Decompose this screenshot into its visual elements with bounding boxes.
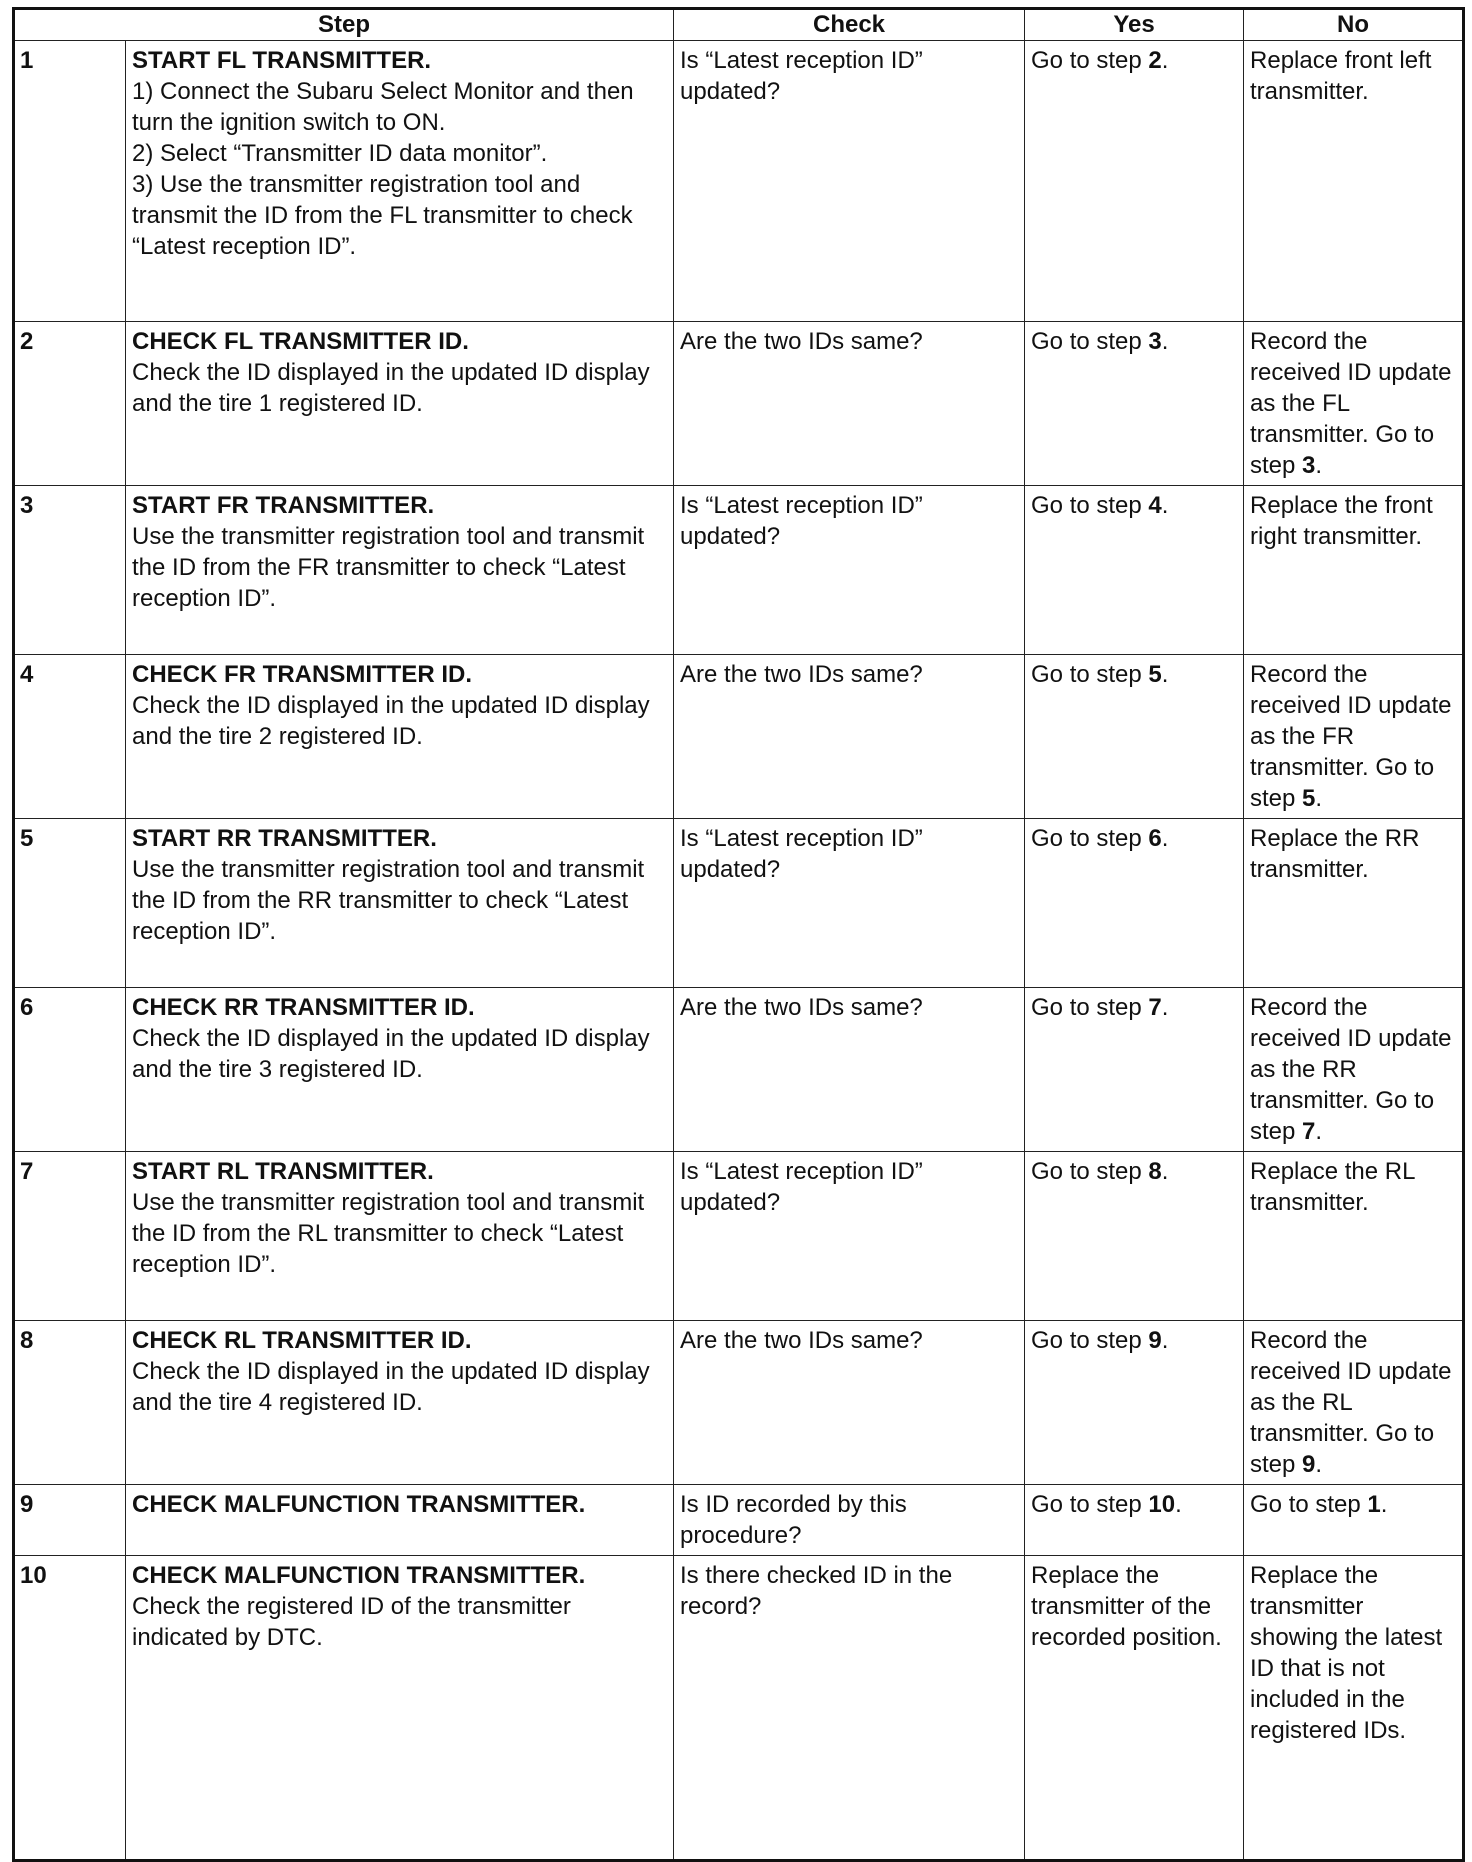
step-body: Check the ID displayed in the updated ID display and the tire 2 registered ID. [132, 692, 650, 750]
table-row [14, 988, 1464, 1152]
check-cell: Is there checked ID in the record? [674, 1556, 1025, 1861]
yes-text: Go to step [1031, 492, 1149, 519]
step-title: CHECK FL TRANSMITTER ID. [132, 328, 469, 355]
yes-cell [1025, 322, 1244, 486]
no-cell [1244, 1321, 1464, 1485]
yes-after: . [1175, 1491, 1182, 1518]
no-step-ref: 1 [1367, 1491, 1381, 1518]
step-substeps [132, 76, 667, 262]
yes-after: . [1161, 825, 1169, 852]
table-row [14, 322, 1464, 486]
yes-cell [1025, 819, 1244, 988]
yes-after: . [1161, 328, 1169, 355]
check-cell: Is “Latest reception ID” updated? [674, 819, 1025, 988]
step-description [126, 486, 674, 655]
yes-cell [1025, 655, 1244, 819]
table-row [14, 1321, 1464, 1485]
yes-text: Go to step [1031, 47, 1149, 74]
step-description [126, 988, 674, 1152]
yes-step-ref: 7 [1148, 994, 1162, 1021]
step-title: START RR TRANSMITTER. [132, 825, 437, 852]
yes-text: Go to step [1031, 1158, 1149, 1185]
yes-cell [1025, 1556, 1244, 1861]
header-check: Check [674, 9, 1025, 41]
no-cell [1244, 322, 1464, 486]
step-number: 1 [14, 41, 126, 322]
step-title: CHECK MALFUNCTION TRANSMITTER. [132, 1491, 586, 1518]
yes-text: Replace the transmitter of the recorded position. [1031, 1562, 1222, 1651]
step-description [126, 41, 674, 322]
yes-cell [1025, 486, 1244, 655]
yes-text: Go to step [1031, 825, 1149, 852]
yes-step-ref: 10 [1148, 1491, 1176, 1518]
step-description [126, 1556, 674, 1861]
yes-after: . [1161, 994, 1169, 1021]
no-cell [1244, 1485, 1464, 1556]
no-after: . [1380, 1491, 1388, 1518]
yes-text: Go to step [1031, 994, 1149, 1021]
yes-cell [1025, 1152, 1244, 1321]
check-cell: Are the two IDs same? [674, 322, 1025, 486]
no-cell [1244, 819, 1464, 988]
yes-step-ref: 8 [1148, 1158, 1162, 1185]
no-cell [1244, 41, 1464, 322]
check-cell: Is ID recorded by this procedure? [674, 1485, 1025, 1556]
step-body: Check the registered ID of the transmitter indicated by DTC. [132, 1593, 571, 1651]
yes-after: . [1161, 47, 1169, 74]
yes-step-ref: 2 [1148, 47, 1162, 74]
yes-after: . [1161, 492, 1169, 519]
no-cell [1244, 486, 1464, 655]
header-step: Step [14, 9, 674, 41]
substep: 3) Use the transmitter registration tool and transmit the ID from the FL transmitter to check “Latest reception ID”. [132, 171, 633, 260]
yes-step-ref: 6 [1148, 825, 1162, 852]
step-number: 9 [14, 1485, 126, 1556]
table-row [14, 1485, 1464, 1556]
yes-after: . [1161, 661, 1169, 688]
header-yes: Yes [1025, 9, 1244, 41]
table-row [14, 1556, 1464, 1861]
yes-text: Go to step [1031, 1491, 1149, 1518]
no-after: . [1315, 1451, 1323, 1478]
no-text: Replace the transmitter showing the latest ID that is not included in the registered IDs. [1250, 1562, 1443, 1744]
step-description [126, 655, 674, 819]
step-title: CHECK MALFUNCTION TRANSMITTER. [132, 1562, 586, 1589]
step-title: CHECK RR TRANSMITTER ID. [132, 994, 475, 1021]
check-cell: Are the two IDs same? [674, 988, 1025, 1152]
step-number: 10 [14, 1556, 126, 1861]
check-cell: Is “Latest reception ID” updated? [674, 41, 1025, 322]
no-cell [1244, 988, 1464, 1152]
step-body: Use the transmitter registration tool and transmit the ID from the RL transmitter to check “Latest reception ID”. [132, 1189, 645, 1278]
yes-text: Go to step [1031, 1327, 1149, 1354]
yes-step-ref: 5 [1148, 661, 1162, 688]
step-title: START FR TRANSMITTER. [132, 492, 435, 519]
yes-step-ref: 4 [1148, 492, 1162, 519]
step-body: Check the ID displayed in the updated ID display and the tire 4 registered ID. [132, 1358, 650, 1416]
no-text: Record the received ID update as the RL transmitter. Go to step [1250, 1327, 1452, 1478]
no-text: Replace front left transmitter. [1250, 47, 1432, 105]
yes-text: Go to step [1031, 328, 1149, 355]
no-step-ref: 5 [1302, 785, 1316, 812]
table-header-row [14, 9, 1464, 41]
step-number: 5 [14, 819, 126, 988]
step-title: CHECK RL TRANSMITTER ID. [132, 1327, 472, 1354]
step-body: Use the transmitter registration tool and transmit the ID from the FR transmitter to check “Latest reception ID”. [132, 523, 645, 612]
no-text: Replace the RL transmitter. [1250, 1158, 1415, 1216]
step-body: Use the transmitter registration tool and transmit the ID from the RR transmitter to check “Latest reception ID”. [132, 856, 645, 945]
step-number: 4 [14, 655, 126, 819]
step-number: 3 [14, 486, 126, 655]
yes-cell [1025, 988, 1244, 1152]
no-text: Record the received ID update as the FR transmitter. Go to step [1250, 661, 1452, 812]
no-step-ref: 3 [1302, 452, 1316, 479]
no-after: . [1315, 1118, 1323, 1145]
check-cell: Are the two IDs same? [674, 655, 1025, 819]
substep: 1) Connect the Subaru Select Monitor and then turn the ignition switch to ON. [132, 78, 634, 136]
step-body: Check the ID displayed in the updated ID display and the tire 3 registered ID. [132, 1025, 650, 1083]
step-title: CHECK FR TRANSMITTER ID. [132, 661, 472, 688]
no-after: . [1315, 452, 1323, 479]
yes-cell [1025, 1485, 1244, 1556]
substep: 2) Select “Transmitter ID data monitor”. [132, 140, 548, 167]
no-cell [1244, 1152, 1464, 1321]
step-description [126, 819, 674, 988]
no-text: Record the received ID update as the RR transmitter. Go to step [1250, 994, 1452, 1145]
yes-step-ref: 9 [1148, 1327, 1162, 1354]
step-number: 8 [14, 1321, 126, 1485]
table-row [14, 819, 1464, 988]
step-description [126, 322, 674, 486]
check-cell: Are the two IDs same? [674, 1321, 1025, 1485]
yes-step-ref: 3 [1148, 328, 1162, 355]
check-cell: Is “Latest reception ID” updated? [674, 486, 1025, 655]
table-row [14, 41, 1464, 322]
no-step-ref: 7 [1302, 1118, 1316, 1145]
yes-cell [1025, 1321, 1244, 1485]
table-row [14, 1152, 1464, 1321]
step-body: Check the ID displayed in the updated ID display and the tire 1 registered ID. [132, 359, 650, 417]
step-title: START FL TRANSMITTER. [132, 47, 432, 74]
no-text: Record the received ID update as the FL transmitter. Go to step [1250, 328, 1452, 479]
document-page [12, 7, 1462, 1759]
no-cell [1244, 1556, 1464, 1861]
step-number: 7 [14, 1152, 126, 1321]
step-title: START RL TRANSMITTER. [132, 1158, 434, 1185]
yes-after: . [1161, 1158, 1169, 1185]
table-row [14, 486, 1464, 655]
check-cell: Is “Latest reception ID” updated? [674, 1152, 1025, 1321]
no-step-ref: 9 [1302, 1451, 1316, 1478]
diagnostic-procedure-table [12, 7, 1465, 1862]
yes-text: Go to step [1031, 661, 1149, 688]
no-after: . [1315, 785, 1323, 812]
header-no: No [1244, 9, 1464, 41]
no-text: Go to step [1250, 1491, 1368, 1518]
step-number: 2 [14, 322, 126, 486]
no-text: Replace the RR transmitter. [1250, 825, 1420, 883]
yes-cell [1025, 41, 1244, 322]
no-cell [1244, 655, 1464, 819]
step-description [126, 1321, 674, 1485]
table-row [14, 655, 1464, 819]
step-number: 6 [14, 988, 126, 1152]
step-description [126, 1152, 674, 1321]
step-description [126, 1485, 674, 1556]
no-text: Replace the front right transmitter. [1250, 492, 1433, 550]
yes-after: . [1161, 1327, 1169, 1354]
